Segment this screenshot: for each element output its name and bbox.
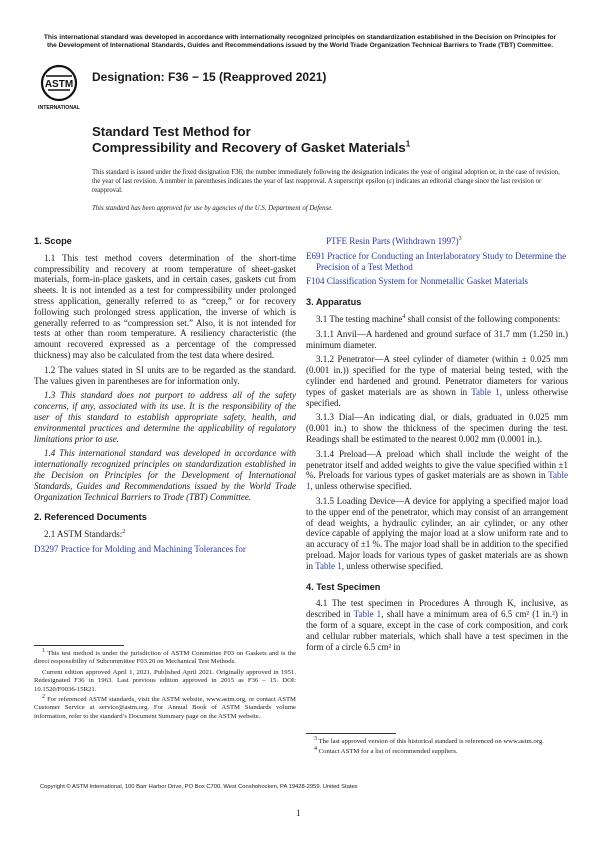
para-1-3: 1.3 This standard does not purport to address all of the safety concerns, if any, associated with its use. It is the responsibility of the user of this standard to establish appropriate safety, health, and environmental practices and determine the applicability of regulatory limitations prior to use. [34, 390, 296, 444]
footnote-3 [306, 735, 568, 746]
logo-text: ASTM [44, 79, 74, 90]
footnote-4-text: Contact ASTM for a list of recommended suppliers. [318, 748, 458, 756]
para-3-1-3: 3.1.3 Dial—An indicating dial, or dials, graduated in 0.025 mm (0.001 in.) to show the thickness of the specimen during the test. Readings shall be estimated to the nearest 0.002 mm (0.0001 in.). [306, 412, 568, 444]
ref-f104-code[interactable]: F104 [306, 276, 325, 287]
footnote-1b: Current edition approved April 1, 2021. Published April 2021. Originally approved in 1951. Redesignated F36 in 1963. Last previous edition approved in 2015 as F36 – 15. DOI: 10.1520/F0036-15R21. [34, 668, 296, 693]
para-4-1 [306, 598, 568, 652]
para-3-1-5 [306, 496, 568, 572]
left-footnotes [34, 647, 297, 723]
para-2-1-text: 2.1 ASTM Standards: [44, 529, 123, 540]
ref-e691-text[interactable]: Practice for Conducting an Interlaboratory Study to Determine the Precision of a Test Method [316, 250, 567, 272]
footnote-mark-3: 3 [458, 236, 462, 242]
table-1-link[interactable]: Table 1 [306, 470, 568, 492]
para-3-1-4 [306, 449, 568, 492]
ref-d3297-code[interactable]: D3297 [34, 543, 59, 554]
title-line-2: Compressibility and Recovery of Gasket Materials [92, 140, 406, 155]
para-1-4: 1.4 This international standard was developed in accordance with internationally recognized principles on standardization established in the Decision on Principles for the Development of International Standards, Guides and Recommendations issued by the World Trade Organization Technical Barriers to Trade (TBT) Committee. [34, 448, 296, 502]
section-2-heading: 2. Referenced Documents [34, 512, 147, 523]
astm-logo [36, 62, 82, 112]
footnote-2-text: For referenced ASTM standards, visit the ASTM website, www.astm.org, or contact ASTM Customer Service at service@astm.org. For Annual Book of ASTM Standards volume information, refer to the standard’s Document Summary page on the ASTM website. [34, 696, 297, 720]
para-1-1: 1.1 This test method covers determination of the short-time compressibility and recovery at room temperature of sheet-gasket materials, form-in-place gaskets, and in certain cases, gaskets cut from sheets. It is not intended as a test for compressibility under prolonged stress application, generally referred to as “creep,” or for recovery following such prolonged stress application, the inverse of which is generally referred to as “compression set.” Also, it is not intended for tests at other than room temperature. A resiliency characteristic (the amount recovered expressed as a percentage of the compressed thickness) may also be calculated from the test data where desired. [34, 252, 296, 360]
footnote-mark-2: 2 [122, 529, 126, 536]
para-3-1-text: 3.1 The testing machine [316, 313, 403, 324]
issue-note: This standard is issued under the fixed designation F36; the number immediately following the designation indicates the year of original adoption or, in the case of revision, the year of last revision. A number in parentheses indicates the year of last reapproval. A superscript epsilon (ε) indicates an editorial change since the last revision or reapproval. [92, 169, 560, 194]
title-line-2-wrap [92, 140, 410, 156]
ref-d3297-cont-text[interactable]: PTFE Resin Parts (Withdrawn 1997) [326, 236, 459, 246]
title-footnote-mark: 1 [405, 139, 411, 149]
approval-note: This standard has been approved for use by agencies of the U.S. Department of Defense. [92, 205, 333, 212]
designation: Designation: F36 − 15 (Reapproved 2021) [92, 70, 327, 84]
footnote-3-mark: 3 [314, 735, 317, 742]
logo-subtext: INTERNATIONAL [38, 105, 80, 111]
ref-d3297-cont[interactable] [306, 236, 568, 247]
table-1-link[interactable]: Table 1 [471, 386, 500, 397]
ref-e691-code[interactable]: E691 [306, 250, 325, 261]
footnote-1-text: This test method is under the jurisdiction of ASTM Committee F03 on Gaskets and is the direct responsibility of Subcommittee F03.20 on Mechanical Test Methods. [34, 650, 296, 666]
ref-d3297-text[interactable]: Practice for Molding and Machining Tolerances for [60, 543, 246, 554]
para-3-1-5-text: 3.1.5 Loading Device—A device for applying a specified major load to the upper end of the penetrator, which may consist of an arrangement of dead weights, a hydraulic cylinder, an air cylinder, or any other device capable of applying the major load at a slow uniform rate and to an accuracy of ±1 %. The major load shall be in addition to the specified preload. Major loads for various types of gasket materials are as shown in [306, 495, 568, 571]
table-1-link[interactable]: Table 1 [353, 609, 382, 620]
section-3-heading: 3. Apparatus [306, 297, 362, 308]
para-3-1-end: shall consist of the following components: [407, 313, 561, 324]
ref-f104[interactable] [306, 276, 568, 287]
footnote-rule-right [306, 733, 396, 734]
para-4-1-end: , shall have a minimum area of 6.5 cm² (1 in.²) in the form of a square, except in the case of cork composition, and cork and cellular rubber materials, which shall have a test specimen in the form of a circle 6.5 cm² in [306, 609, 569, 652]
para-3-1-5-end: , unless otherwise specified. [341, 560, 443, 571]
footnote-1 [34, 647, 296, 667]
ref-d3297[interactable] [34, 544, 296, 555]
para-4-1-text: 4.1 The test specimen in Procedures A through K, inclusive, as described in [306, 598, 568, 620]
footnote-4 [306, 748, 568, 756]
footnote-1-mark: 1 [42, 647, 45, 654]
left-column [34, 236, 296, 559]
footnote-2 [34, 693, 297, 721]
ref-e691[interactable] [306, 251, 568, 273]
title-line-1: Standard Test Method for [92, 124, 251, 139]
footnote-mark-4: 4 [402, 313, 406, 320]
document-title [92, 124, 410, 156]
para-3-1 [306, 314, 568, 325]
footnote-3-text: The last approved version of this historical standard is referenced on www.astm.org. [318, 738, 544, 745]
para-3-1-2-end: , unless otherwise specified. [306, 386, 568, 408]
para-3-1-1: 3.1.1 Anvil—A hardened and ground surface of 31.7 mm (1.250 in.) minimum diameter. [306, 328, 568, 350]
copyright-line: Copyright © ASTM International, 100 Barr Harbor Drive, PO Box C700, West Conshohocken, PA 19428-2959. United States [40, 784, 358, 790]
section-4-heading: 4. Test Specimen [306, 581, 381, 592]
para-3-1-4-text: 3.1.4 Preload—A preload which shall include the weight of the penetrator itself and added weights to give the value specified within ±1 %. Preloads for various types of gasket materials are as shown in [306, 448, 568, 481]
para-3-1-2-text: 3.1.2 Penetrator—A steel cylinder of diameter (within ± 0.025 mm (0.001 in.)) specified for the type of material being tested, with the cylinder end hardened and ground. Penetrator diameters for various types of gasket materials are as shown in [306, 354, 568, 397]
para-3-1-4-end: , unless otherwise specified. [310, 481, 412, 492]
right-footnotes [306, 735, 568, 759]
footnote-4-mark: 4 [314, 746, 317, 753]
para-2-1 [34, 529, 296, 540]
right-column [306, 236, 568, 656]
page-number: 1 [296, 808, 301, 818]
table-1-link[interactable]: Table 1 [315, 560, 342, 571]
para-3-1-2 [306, 354, 568, 408]
para-1-2: 1.2 The values stated in SI units are to be regarded as the standard. The values given in parentheses are for information only. [34, 364, 296, 386]
ref-f104-text[interactable]: Classification System for Nonmetallic Gasket Materials [326, 276, 528, 287]
top-notice: This international standard was developed in accordance with internationally recognized principles on standardization established in the Decision on Principles for the Development of International Standards, Guides and Recommendations issued by the World Trade Organization Technical Barriers to Trade (TBT) Committee. [43, 34, 557, 50]
footnote-rule-left [34, 645, 124, 646]
section-1-heading: 1. Scope [34, 236, 72, 246]
footnote-2-mark: 2 [42, 693, 45, 700]
